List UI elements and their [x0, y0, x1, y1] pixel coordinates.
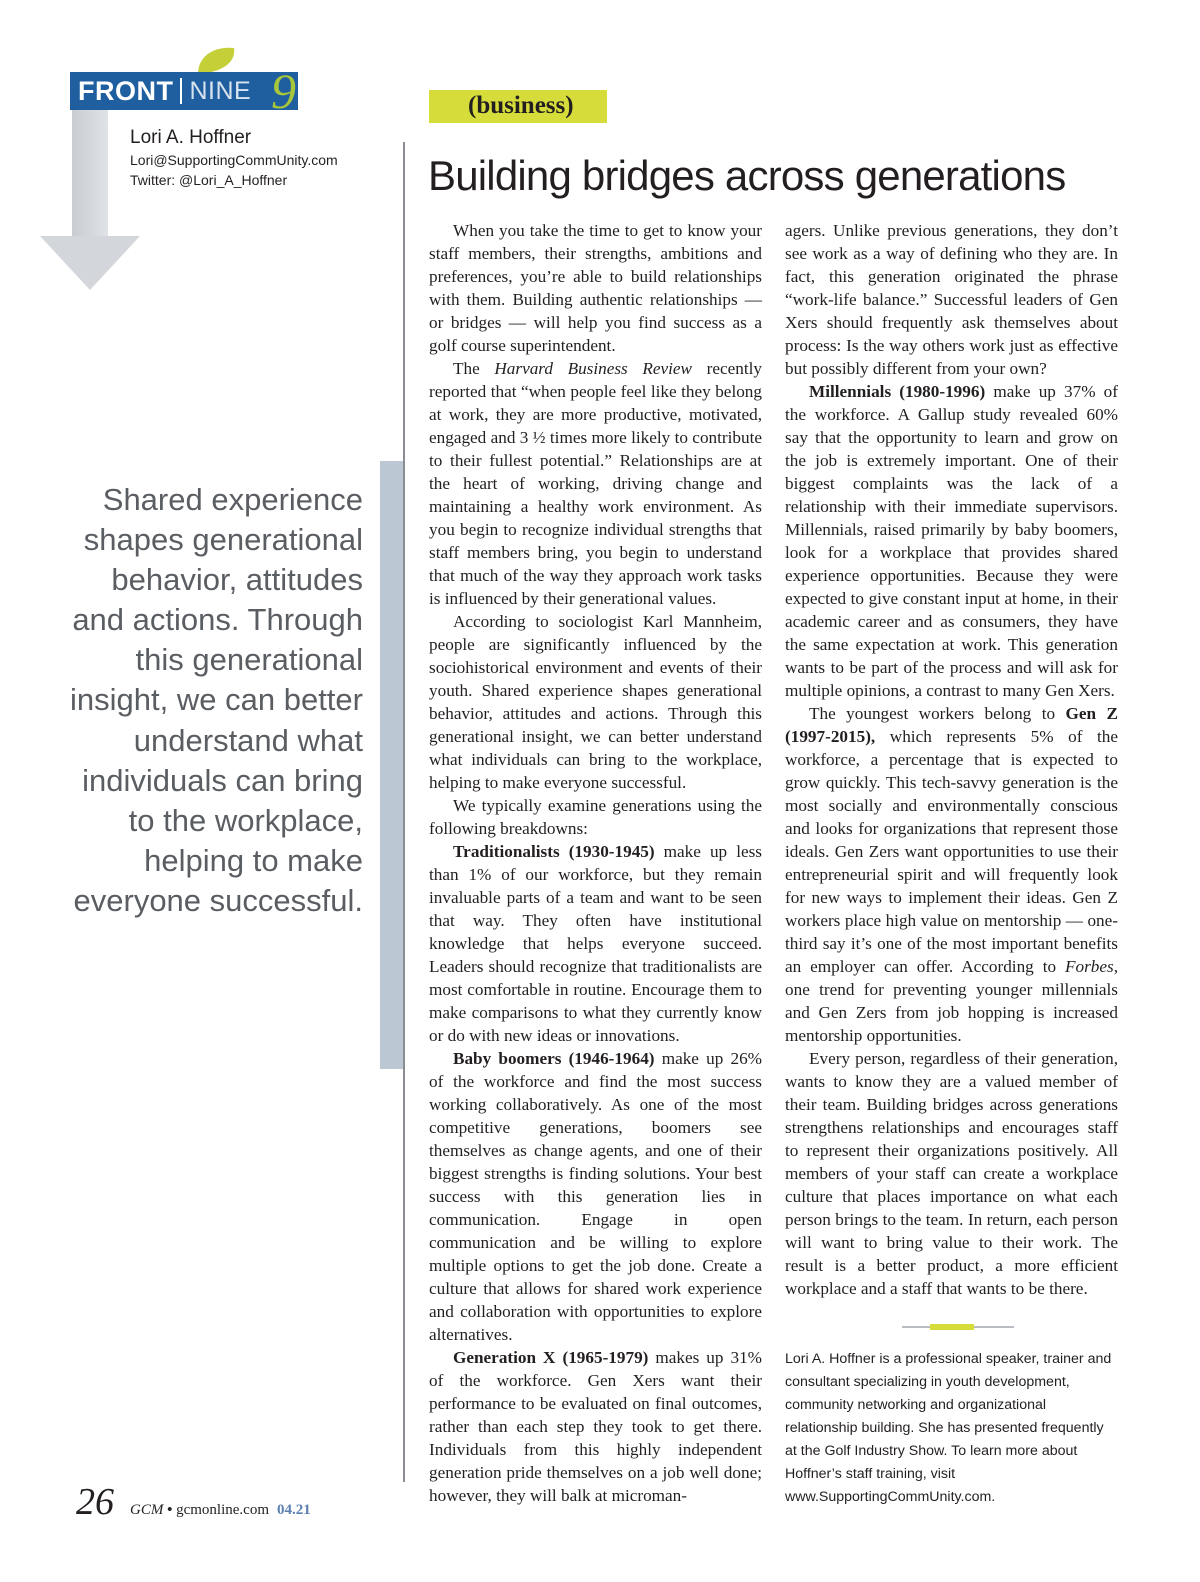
paragraph: The Harvard Business Review recently reported that “when people feel like they belong at work, they are more productive, motivated, engaged and 3 ½ times more likely to contribute to their fullest potential.” Relationships are at the heart of working, driving change and maintaining a healthy work environment. As you begin to recognize individual strengths that staff members bring, you begin to understand that much of the way they approach work tasks is influenced by their generational values.: [429, 359, 762, 608]
down-arrow-graphic: [72, 108, 108, 238]
paragraph-conclusion: Every person, regardless of their generation, wants to know they are a valued member of their team. Building bridges across generations strengthens relationships and encourages staff to represent their organizations positively. All members of your staff can create a workplace culture that places importance on what each person brings to the team. In return, each person will want to bring value to their work. The result is a better product, a more efficient workplace and a staff that wants to be there.: [785, 1049, 1118, 1298]
paragraph-baby-boomers: Baby boomers (1946-1964) make up 26% of the workforce and find the most success working collaboratively. As one of the most competitive generations, boomers see themselves as change agents, and one of their biggest strengths is finding solutions. Your best success with this generation lies in communication. Engage in open communication and be willing to explore multiple options to get the job done. Create a culture that allows for shared work experience and collaboration with opportunities to explore alternatives.: [429, 1049, 762, 1344]
author-email: Lori@SupportingCommUnity.com: [130, 152, 338, 168]
logo-nine-text: NINE: [189, 77, 252, 105]
author-byline: [130, 126, 338, 190]
section-tag: [429, 90, 607, 123]
paragraph: When you take the time to get to know your staff members, their strengths, ambitions and preferences, you’re able to build relationships with them. Building authentic relationships — or bridges — will help you find success as a golf course superintendent.: [429, 221, 762, 355]
author-twitter: Twitter: @Lori_A_Hoffner: [130, 172, 288, 188]
paragraph-millennials: Millennials (1980-1996) make up 37% of the workforce. A Gallup study revealed 60% say that the opportunity to learn and grow on the job is extremely important. One of their biggest complaints was the lack of a relationship with their immediate supervisors. Millennials, raised primarily by baby boomers, look for a workplace that provides shared experience opportunities. Because they were expected to give constant input at home, in their academic career and as consumers, they have the same expectation at work. This generation wants to be part of the process and will ask for multiple opinions, a contrast to many Gen Xers.: [785, 382, 1118, 700]
paragraph-traditionalists: Traditionalists (1930-1945) make up less than 1% of our workforce, but they remain invaluable parts of a team and want to be seen that way. They often have institutional knowledge that helps everyone succeed. Leaders should recognize that traditionalists are most comfortable in routine. Encourage them to make comparisons to what they currently know or do with new ideas or innovations.: [429, 842, 762, 1045]
logo-numeral: 9: [271, 63, 296, 119]
paragraph: According to sociologist Karl Mannheim, people are significantly influenced by the sociohistorical environment and events of their youth. Shared experience shapes generational behavior, attitudes and actions. Through this generational insight, we can better understand what individuals can bring to the workplace, helping to make everyone successful.: [429, 612, 762, 792]
publication-name: Forbes: [1065, 957, 1114, 976]
issue-date: 04.21: [277, 1502, 311, 1518]
publication-name: Harvard Business Review: [494, 359, 692, 378]
logo-front-text: FRONT: [78, 76, 174, 106]
logo-divider: [180, 78, 182, 104]
column-divider-rule: [403, 142, 405, 1482]
down-arrow-head-icon: [40, 236, 140, 292]
bio-divider-accent: [930, 1324, 974, 1330]
paragraph-generation-x: Generation X (1965-1979) makes up 31% of the workforce. Gen Xers want their performance to be evaluated on final outcomes, rather than each step they took to get there. Individuals from this highly independent generation pride themselves on a job well done; however, they will balk at microman-: [429, 1348, 762, 1505]
section-label: (business): [468, 92, 574, 119]
paragraph-gen-z: The youngest workers belong to Gen Z (1997-2015), which represents 5% of the workforce, a percentage that is expected to grow quickly. This tech-savvy generation is the most socially and environmentally conscious and looks for organizations that represent those ideals. Gen Zers want opportunities to use their entrepreneurial spirit and will frequently look for new ways to implement their ideas. Gen Z workers place high value on mentorship — one-third say it’s one of the most important benefits an employer can offer. According to Forbes, one trend for preventing younger millennials and Gen Zers from job hopping is increased mentorship opportunities.: [785, 704, 1118, 1045]
article-column-1: [429, 219, 762, 1507]
article-title: Building bridges across generations: [428, 152, 1066, 199]
article-column-2: [785, 219, 1118, 1300]
front-nine-logo: [70, 63, 298, 119]
page-footer: [76, 1480, 311, 1524]
pull-quote: Shared experience shapes generational behavior, attitudes and actions. Through this generational insight, we can better understand what individuals can bring to the workplace, helping to make everyone successful.: [70, 482, 363, 918]
pull-quote-bar: [380, 461, 403, 1069]
paragraph: We typically examine generations using the following breakdowns:: [429, 796, 762, 838]
author-name: Lori A. Hoffner: [130, 127, 252, 148]
paragraph: agers. Unlike previous generations, they don’t see work as a way of defining who they are. In fact, this generation originated the phrase “work-life balance.” Successful leaders of Gen Xers should frequently ask themselves about process: Is the way others work just as effective but possibly different from your own?: [785, 221, 1118, 378]
author-bio: Lori A. Hoffner is a professional speaker, trainer and consultant specializing in youth development, community networking and organizational relationship building. She has presented frequently at the Golf Industry Show. To learn more about Hoffner’s staff training, visit www.SupportingCommUnity.com.: [785, 1351, 1112, 1505]
publication-credit: GCM • gcmonline.com: [130, 1502, 270, 1518]
page-number: 26: [76, 1481, 114, 1523]
